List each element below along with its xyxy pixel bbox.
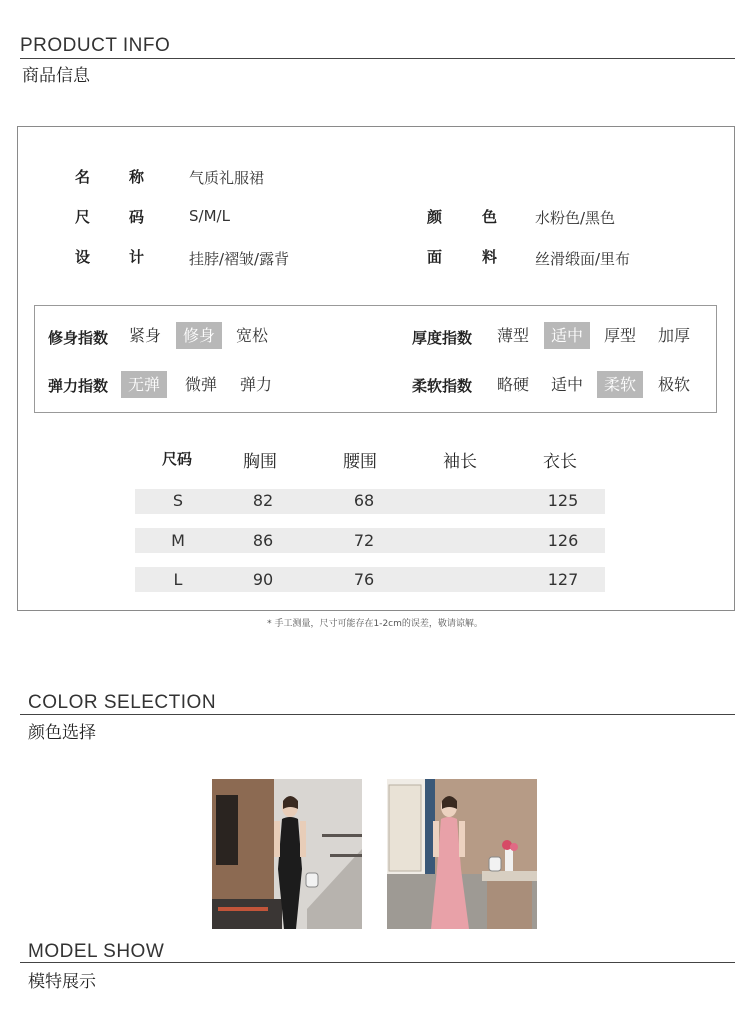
index-elasticity-option: 微弹 bbox=[185, 375, 218, 394]
table-cell: 68 bbox=[353, 491, 375, 510]
spec-fabric-label-a: 面 bbox=[427, 248, 443, 266]
size-table-header: 尺码 bbox=[162, 450, 193, 468]
index-fit-option: 宽松 bbox=[236, 326, 269, 345]
measurement-note: * 手工测量，尺寸可能存在1-2cm的误差，敬请谅解。 bbox=[267, 619, 483, 629]
spec-fabric-label-b: 料 bbox=[482, 248, 498, 266]
size-table-header: 腰围 bbox=[343, 452, 377, 472]
divider bbox=[20, 714, 735, 715]
index-thickness-label: 厚度指数 bbox=[412, 329, 473, 347]
table-cell: L bbox=[173, 570, 183, 589]
index-thickness-option: 适中 bbox=[544, 322, 590, 349]
spec-design-label-a: 设 bbox=[75, 248, 91, 266]
spec-name-value: 气质礼服裙 bbox=[189, 169, 265, 187]
table-cell: 82 bbox=[252, 491, 274, 510]
index-softness-label: 柔软指数 bbox=[412, 377, 473, 395]
divider bbox=[20, 58, 735, 59]
section-subtitle-product-info: 商品信息 bbox=[22, 66, 90, 86]
index-softness-option: 极软 bbox=[658, 375, 691, 394]
table-cell: 90 bbox=[252, 570, 274, 589]
spec-design-label-b: 计 bbox=[129, 248, 145, 266]
pink-dress-photo[interactable] bbox=[387, 779, 537, 929]
size-table-header: 胸围 bbox=[243, 452, 277, 472]
divider bbox=[20, 962, 735, 963]
index-fit-option: 修身 bbox=[176, 322, 222, 349]
table-cell: M bbox=[171, 531, 185, 550]
spec-color-label-a: 颜 bbox=[427, 208, 443, 226]
size-table-header: 衣长 bbox=[543, 452, 577, 472]
index-softness-option: 柔软 bbox=[597, 371, 643, 398]
index-elasticity-option: 无弹 bbox=[121, 371, 167, 398]
index-elasticity-option: 弹力 bbox=[240, 375, 273, 394]
spec-color-label-b: 色 bbox=[482, 208, 498, 226]
table-cell: S bbox=[172, 491, 184, 510]
index-softness-option: 适中 bbox=[551, 375, 584, 394]
section-title-model-show: MODEL SHOW bbox=[28, 941, 165, 962]
size-table-header: 袖长 bbox=[443, 452, 477, 472]
black-dress-photo[interactable] bbox=[212, 779, 362, 929]
table-cell: 86 bbox=[252, 531, 274, 550]
spec-size-value: S/M/L bbox=[189, 207, 230, 225]
table-cell: 76 bbox=[353, 570, 375, 589]
spec-fabric-value: 丝滑缎面/里布 bbox=[535, 250, 631, 268]
index-softness-option: 略硬 bbox=[497, 375, 530, 394]
index-elasticity-label: 弹力指数 bbox=[48, 377, 109, 395]
section-subtitle-model-show: 模特展示 bbox=[28, 972, 96, 992]
index-fit-label: 修身指数 bbox=[48, 329, 109, 347]
spec-color-value: 水粉色/黑色 bbox=[535, 209, 616, 227]
spec-design-value: 挂脖/褶皱/露背 bbox=[189, 250, 290, 268]
spec-size-label-b: 码 bbox=[129, 208, 145, 226]
table-cell: 126 bbox=[547, 531, 579, 550]
index-thickness-option: 厚型 bbox=[604, 326, 637, 345]
spec-name-label-b: 称 bbox=[129, 168, 145, 186]
section-title-product-info: PRODUCT INFO bbox=[20, 35, 171, 56]
spec-name-label-a: 名 bbox=[75, 168, 91, 186]
table-cell: 72 bbox=[353, 531, 375, 550]
table-cell: 125 bbox=[547, 491, 579, 510]
section-title-color-selection: COLOR SELECTION bbox=[28, 692, 217, 713]
index-fit-option: 紧身 bbox=[129, 326, 162, 345]
index-thickness-option: 薄型 bbox=[497, 326, 530, 345]
spec-size-label-a: 尺 bbox=[75, 208, 91, 226]
section-subtitle-color-selection: 颜色选择 bbox=[28, 723, 96, 743]
table-cell: 127 bbox=[547, 570, 579, 589]
index-thickness-option: 加厚 bbox=[658, 326, 691, 345]
